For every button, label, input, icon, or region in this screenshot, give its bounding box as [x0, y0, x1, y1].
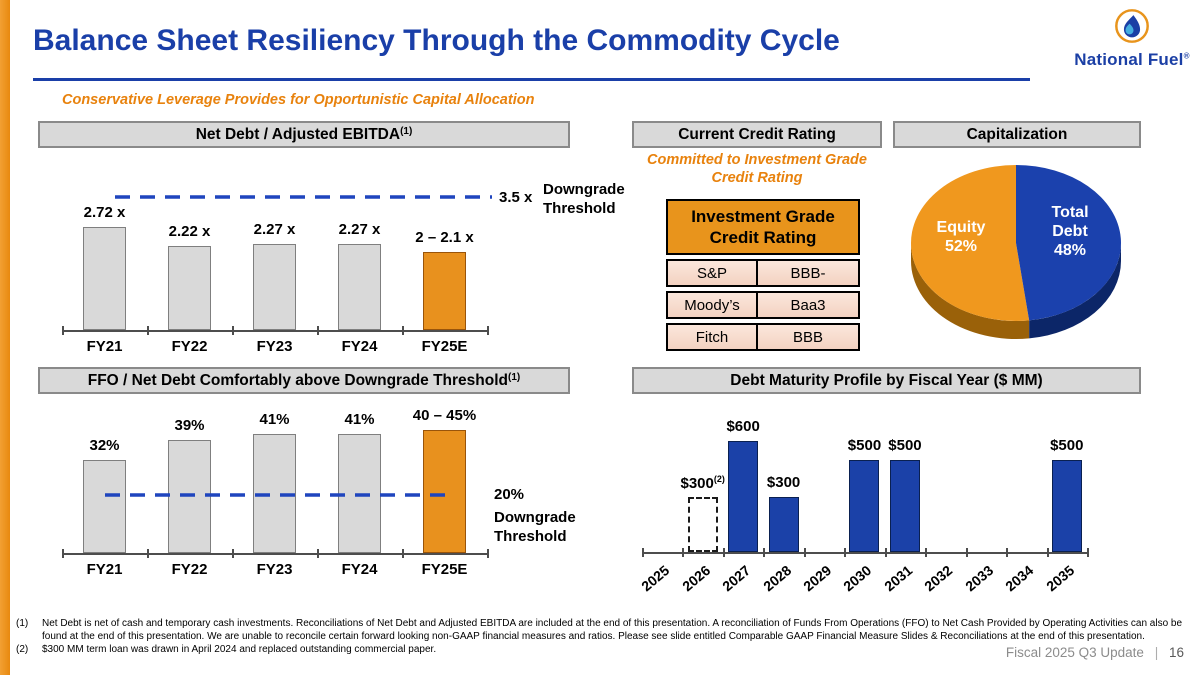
- x-tick-label: 2026: [678, 562, 713, 595]
- bar-FY23: [253, 434, 296, 553]
- x-tick-label: 2032: [921, 562, 956, 595]
- bar-FY24: [338, 244, 381, 330]
- rating-cell: Baa3: [758, 291, 860, 319]
- registered-mark: ®: [1183, 51, 1190, 61]
- national-fuel-logo: [1073, 7, 1191, 70]
- bar-2035: [1052, 460, 1082, 553]
- page-title: Balance Sheet Resiliency Through the Commodity Cycle: [33, 24, 840, 57]
- bar-value-label: 32%: [89, 437, 120, 455]
- panel-header-capitalization: [893, 121, 1141, 148]
- x-axis-tick: [147, 549, 149, 558]
- x-tick-label: 2025: [638, 562, 673, 595]
- table-row: [666, 291, 860, 319]
- bar-2030: [849, 460, 879, 553]
- slice-label: Equity: [936, 219, 986, 236]
- slide-footer: [1006, 645, 1184, 660]
- x-axis-tick: [317, 326, 319, 335]
- x-tick-label: 2030: [840, 562, 875, 595]
- page-number: 16: [1168, 645, 1184, 660]
- x-axis-tick: [402, 326, 404, 335]
- bar-value-label: 40 – 45%: [412, 406, 477, 424]
- panel-title: Current Credit Rating: [678, 125, 836, 143]
- flame-drop-icon: [1113, 7, 1151, 45]
- panel-title: FFO / Net Debt Comfortably above Downgrade Threshold: [87, 371, 509, 389]
- x-tick-label: FY22: [171, 561, 208, 578]
- x-axis-tick: [723, 548, 725, 557]
- bar-2027: [728, 441, 758, 552]
- bar-value-label: 2 – 2.1 x: [415, 229, 474, 247]
- x-axis-tick: [804, 548, 806, 557]
- slice-label: Debt: [1052, 223, 1088, 240]
- bar-FY22: [168, 246, 211, 330]
- capitalization-pie-chart: [893, 150, 1141, 355]
- credit-table-header: Investment Grade Credit Rating: [666, 199, 860, 255]
- panel-title: Debt Maturity Profile by Fiscal Year ($ MM): [730, 371, 1043, 389]
- threshold-caption: Downgrade Threshold: [494, 509, 576, 545]
- bar-FY25E: [423, 252, 466, 330]
- x-axis-tick: [763, 548, 765, 557]
- logo-name: National Fuel: [1074, 50, 1184, 69]
- bar-value-label: 41%: [259, 411, 290, 429]
- panel-header-net-debt: [38, 121, 570, 148]
- agency-cell: S&P: [666, 259, 758, 287]
- x-tick-label: FY21: [86, 338, 123, 355]
- x-tick-label: FY22: [171, 338, 208, 355]
- x-axis-tick: [232, 549, 234, 558]
- bar-FY23: [253, 244, 296, 330]
- bar-FY22: [168, 440, 211, 553]
- x-tick-label: FY24: [341, 338, 378, 355]
- x-tick-label: FY25E: [421, 338, 468, 355]
- bar-value-label: 39%: [174, 416, 205, 434]
- threshold-value-label: 20%: [494, 486, 525, 503]
- x-axis-tick: [1047, 548, 1049, 557]
- bar-2031: [890, 460, 920, 553]
- table-row: [666, 259, 860, 287]
- x-tick-label: 2028: [759, 562, 794, 595]
- footer-label: Fiscal 2025 Q3 Update: [1005, 645, 1144, 660]
- x-tick-label: FY23: [256, 561, 293, 578]
- bar-value-label: 2.27 x: [253, 220, 296, 238]
- footnote-text: Net Debt is net of cash and temporary cash investments. Reconciliations of Net Debt and Adjusted EBITDA are included at the end of this presentation. A reconciliation of Funds From Operations (FFO) to Net Cash Provided by Operating Activities can also be found at the end of this presentation. We are unable to reconcile certain forward looking non-GAAP financial measures and ratios. Please see slide entitled Comparable GAAP Financial Measure Slides & Reconciliations at the end of this presentation.: [42, 618, 1183, 642]
- x-axis-tick: [147, 326, 149, 335]
- footer-divider: |: [1154, 645, 1159, 660]
- x-tick-label: FY25E: [421, 561, 468, 578]
- rating-cell: BBB: [758, 323, 860, 351]
- bar-value-label: $300$^{(2)}$: [680, 473, 725, 492]
- x-tick-label: 2033: [961, 562, 997, 595]
- bar-FY21: [83, 460, 126, 553]
- panel-title: Net Debt / Adjusted EBITDA: [195, 125, 401, 143]
- footnote-ref: (1): [508, 371, 521, 383]
- x-axis-tick: [62, 326, 64, 335]
- bar-FY25E: [423, 430, 466, 553]
- bar-FY21: [83, 227, 126, 330]
- x-axis: [62, 553, 487, 555]
- agency-cell: Fitch: [666, 323, 758, 351]
- x-tick-label: FY24: [341, 561, 378, 578]
- credit-rating-table: [666, 199, 860, 351]
- x-axis: [642, 552, 1087, 554]
- footnote-number: (1): [16, 618, 29, 629]
- bar-value-label: 2.72 x: [83, 203, 126, 221]
- footnote-ref: (1): [400, 125, 413, 137]
- agency-cell: Moody’s: [666, 291, 758, 319]
- footnote-text: $300 MM term loan was drawn in April 2024 and replaced outstanding commercial paper.: [42, 644, 437, 655]
- credit-tagline: Committed to Investment Grade Credit Rating: [647, 152, 867, 186]
- x-axis-tick: [682, 548, 684, 557]
- x-tick-label: 2027: [719, 562, 754, 595]
- x-axis: [62, 330, 487, 332]
- bar-value-label: $500: [888, 436, 922, 454]
- slide-subtitle: Conservative Leverage Provides for Opportunistic Capital Allocation: [62, 92, 535, 108]
- bar-FY24: [338, 434, 381, 553]
- x-axis-tick: [317, 549, 319, 558]
- logo-wordmark: [1073, 50, 1191, 70]
- threshold-value-label: 3.5 x: [499, 189, 533, 206]
- x-axis-tick: [62, 549, 64, 558]
- bar-value-label: $500: [847, 436, 882, 454]
- pie-label-equity: [917, 218, 1005, 256]
- title-underline: [33, 78, 1030, 81]
- threshold-caption: Downgrade Threshold: [543, 181, 625, 217]
- rating-cell: BBB-: [758, 259, 860, 287]
- panel-header-credit-rating: [632, 121, 882, 148]
- debt-maturity-chart: [632, 400, 1192, 595]
- bar-value-label: $500: [1050, 436, 1084, 454]
- left-accent-bar: [0, 0, 10, 675]
- slice-value: 52%: [944, 238, 978, 255]
- x-tick-label: FY21: [86, 561, 123, 578]
- x-tick-label: 2031: [881, 562, 916, 595]
- panel-header-ffo: [38, 367, 570, 394]
- x-axis-tick: [487, 326, 489, 335]
- bar-value-label: 41%: [344, 411, 375, 429]
- x-axis-tick: [402, 549, 404, 558]
- x-axis-tick: [925, 548, 927, 557]
- panel-header-debt-maturity: [632, 367, 1141, 394]
- slice-value: 48%: [1053, 242, 1087, 259]
- x-axis-tick: [487, 549, 489, 558]
- net-debt-ebitda-chart: [38, 150, 598, 365]
- x-tick-label: 2034: [1002, 562, 1037, 595]
- footnote-ref: (2): [713, 473, 725, 484]
- bar-value-label: 2.22 x: [168, 222, 211, 240]
- x-tick-label: 2035: [1042, 562, 1078, 595]
- x-axis-tick: [642, 548, 644, 557]
- table-row: [666, 323, 860, 351]
- x-tick-label: FY23: [256, 338, 293, 355]
- x-tick-label: 2029: [800, 562, 835, 595]
- bar-value-label: 2.27 x: [338, 220, 381, 238]
- panel-title: Capitalization: [966, 125, 1068, 143]
- x-axis-tick: [966, 548, 968, 557]
- footnote-number: (2): [16, 644, 29, 655]
- x-axis-tick: [844, 548, 846, 557]
- x-axis-tick: [1006, 548, 1008, 557]
- footnote-1: [16, 617, 1186, 643]
- x-axis-tick: [1087, 548, 1089, 557]
- bar-2026: [688, 497, 718, 553]
- bar-value-label: $600: [726, 418, 760, 435]
- x-axis-tick: [232, 326, 234, 335]
- pie-label-total-debt: [1026, 203, 1114, 260]
- bar-value-label: $300: [766, 473, 801, 491]
- x-axis-tick: [885, 548, 887, 557]
- bar-2028: [769, 497, 799, 553]
- slice-label: Total: [1051, 204, 1089, 221]
